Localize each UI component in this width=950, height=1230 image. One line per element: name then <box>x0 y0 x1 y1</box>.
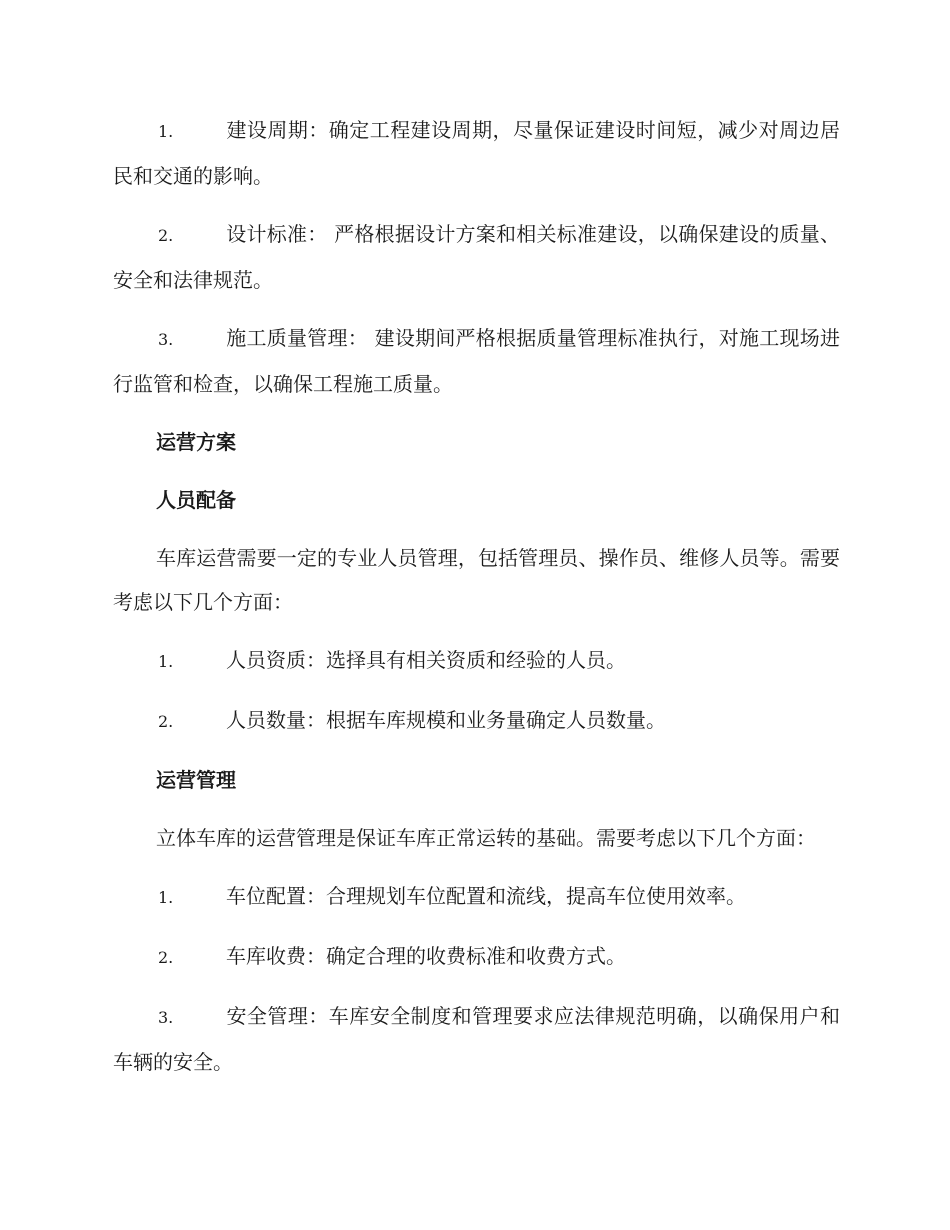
list-text: 车库收费：确定合理的收费标准和收费方式。 <box>226 944 626 968</box>
list-item-design-standard <box>113 212 840 302</box>
subheading-operations: 运营管理 <box>156 768 236 792</box>
list-text: 施工质量管理： 建设期间严格根据质量管理标准执行，对施工现场进行监管和检查，以确保工程施工质量。 <box>113 326 840 396</box>
list-text: 车位配置：合理规划车位配置和流线，提高车位使用效率。 <box>226 884 746 908</box>
document-page <box>113 108 840 1098</box>
list-text: 设计标准： 严格根据设计方案和相关标准建设，以确保建设的质量、安全和法律规范。 <box>113 222 840 292</box>
paragraph-staffing-intro: 车库运营需要一定的专业人员管理，包括管理员、操作员、维修人员等。需要考虑以下几个方面： <box>113 546 840 614</box>
paragraph-operations-intro: 立体车库的运营管理是保证车库正常运转的基础。需要考虑以下几个方面： <box>156 826 816 850</box>
list-text: 人员资质：选择具有相关资质和经验的人员。 <box>226 648 626 672</box>
list-item-parking-config <box>113 874 840 920</box>
list-number: 1. <box>158 652 174 671</box>
list-number: 3. <box>158 330 174 349</box>
list-number: 2. <box>158 226 174 245</box>
list-item-staff-qualification <box>113 638 840 684</box>
list-text: 建设周期：确定工程建设周期，尽量保证建设时间短，减少对周边居民和交通的影响。 <box>113 118 840 188</box>
list-item-construction-period <box>113 108 840 198</box>
list-text: 人员数量：根据车库规模和业务量确定人员数量。 <box>226 708 666 732</box>
list-number: 2. <box>158 712 174 731</box>
list-item-staff-count <box>113 698 840 744</box>
list-item-fees <box>113 934 840 980</box>
section-heading-operation-plan: 运营方案 <box>156 430 236 454</box>
list-number: 1. <box>158 122 174 141</box>
list-number: 3. <box>158 1008 174 1027</box>
list-text: 安全管理：车库安全制度和管理要求应法律规范明确，以确保用户和车辆的安全。 <box>113 1004 840 1074</box>
list-item-quality-management <box>113 316 840 406</box>
list-item-safety <box>113 994 840 1084</box>
subheading-staffing: 人员配备 <box>156 488 236 512</box>
list-number: 2. <box>158 948 174 967</box>
list-number: 1. <box>158 888 174 907</box>
